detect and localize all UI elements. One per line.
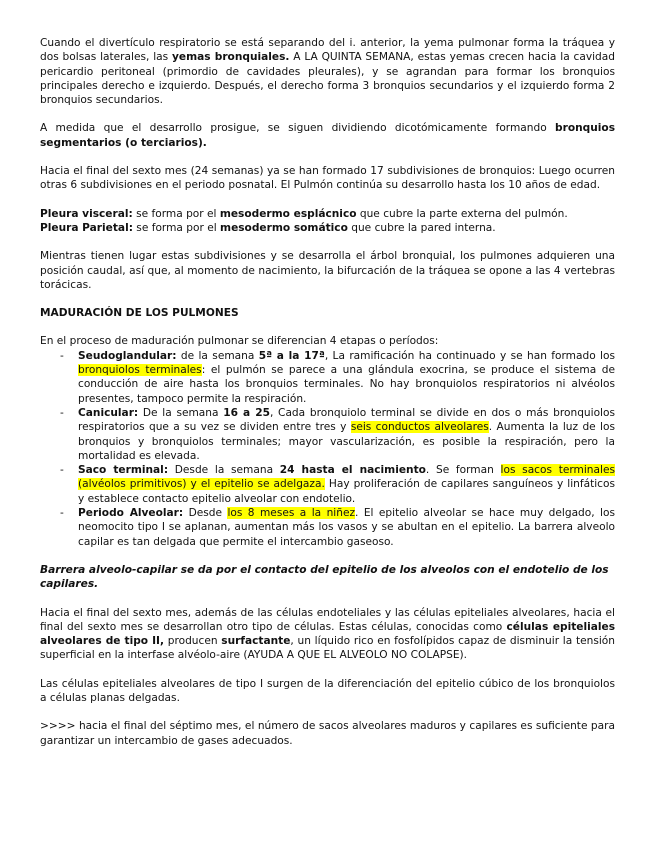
text: que cubre la pared interna. [347, 221, 496, 234]
highlighted-text: los sacos terminales (alvéolos primitivos) y el epitelio se adelgaza. [78, 464, 615, 491]
text: . Se forman [425, 464, 501, 477]
pleura-parietal-label: Pleura Parietal: [40, 221, 133, 234]
text: . El epitelio alveolar se hace muy delgado, los neomocito tipo I se aplanan, aumentan más los vasos y se abultan en el epitelio. La barrera alveolo capilar es tan delgada que permite el intercambio gaseoso. [78, 507, 616, 548]
text: Hacia el final del sexto mes, además de las células endoteliales y las células epiteliales alveolares, hacia el final del sexto mes se desarrollan otro tipo de células. Estas células, conocidas como [40, 606, 615, 633]
stage-alveolar [78, 506, 615, 549]
bold-text: células epiteliales alveolares de tipo II, [40, 620, 615, 648]
text: : el pulmón se parece a una glándula exocrina, se produce el sistema de conducción de aire hasta los bronquios terminales. No hay bronquiolos respiratorios ni alvéolos presentes, tampoco permite la respiración. [78, 364, 615, 405]
stage-terminal-sac [78, 463, 615, 506]
bold-text: mesodermo somático [220, 221, 348, 234]
text: producen [164, 635, 222, 648]
paragraph-seventh-month: >>>> hacia el final del séptimo mes, el número de sacos alveolares maduros y capilares es suficiente para garantizar un intercambio de gases adecuados. [40, 720, 615, 747]
stage-label: Seudoglandular: [78, 349, 177, 362]
barrier-statement: Barrera alveolo-capilar se da por el contacto del epitelio de los alveolos con el endotelio de los capilares. [40, 563, 609, 591]
text: Hay proliferación de capilares sanguíneos y linfáticos y establece contacto epitelio alveolar con endotelio. [78, 478, 616, 505]
text: se forma por el [132, 221, 221, 234]
highlighted-text: bronquiolos terminales [78, 364, 202, 377]
stage-label: Saco terminal: [78, 464, 169, 477]
pleura-visceral [40, 207, 615, 221]
paragraph-type-i-cells: Las células epiteliales alveolares de tipo I surgen de la diferenciación del epitelio cúbico de los bronquiolos a células planas delgadas. [40, 677, 615, 704]
stage-label: Canicular: [78, 406, 139, 419]
bold-text: 5ª a la 17ª [258, 349, 325, 362]
bold-text: yemas bronquiales. [172, 51, 290, 64]
text: , La ramificación ha continuado y se han formado los [324, 349, 616, 362]
paragraph-type-ii-cells [40, 606, 615, 663]
paragraph-caudal-position: Mientras tienen lugar estas subdivisiones y se desarrolla el árbol bronquial, los pulmones adquieren una posición caudal, así que, al momento de nacimiento, la bifurcación de la tráquea se opone a las 4 vertebras torácicas. [40, 250, 615, 291]
pleura-visceral-label: Pleura visceral: [40, 207, 133, 220]
section-heading: MADURACIÓN DE LOS PULMONES [40, 307, 239, 320]
stage-pseudoglandular [78, 349, 615, 406]
paragraph-bronchial-buds [40, 36, 615, 107]
text: que cubre la parte externa del pulmón. [356, 207, 568, 220]
text: De la semana [138, 406, 224, 419]
text: de la semana [176, 349, 259, 362]
text: Cuando el divertículo respiratorio se está separando del i. anterior, la yema pulmonar forma la tráquea y dos bolsas laterales, las [40, 37, 615, 64]
highlighted-text: seis conductos alveolares [350, 421, 489, 434]
bold-text: bronquios segmentarios (o terciarios). [40, 122, 615, 149]
text: Desde [183, 507, 228, 520]
pleura-parietal [40, 221, 615, 235]
text: A medida que el desarrollo prosigue, se siguen dividiendo dicotómicamente formando [40, 122, 556, 135]
text: Desde la semana [168, 464, 280, 477]
stages-intro: En el proceso de maduración pulmonar se diferencian 4 etapas o períodos: [40, 335, 439, 348]
text: se forma por el [132, 207, 220, 220]
text: , un líquido rico en fosfolípidos capaz de disminuir la tensión superficial en la interfase alvéolo-aire (AYUDA A QUE EL ALVEOLO NO COLAPSE). [40, 635, 615, 662]
bold-text: 16 a 25 [223, 406, 270, 419]
text: . Aumenta la luz de los bronquios y bronquiolos terminales; mayor vascularización, es posible la respiración, pero la mortalidad es elevada. [78, 421, 616, 462]
highlighted-text: los 8 meses a la niñez [227, 507, 356, 520]
stages-list [40, 349, 615, 549]
text: , Cada bronquiolo terminal se divide en dos o más bronquiolos respiratorios que a su vez se dividen entre tres y [78, 406, 615, 434]
text: A LA QUINTA SEMANA, estas yemas crecen hacia la cavidad pericardio peritoneal (primordio de cavidades pleurales), y se agrandan para formar los bronquios principales derecho e izquierdo. Después, el derecho forma 3 bronquios secundarios y el izquierdo forma 2 bronquios secundarios. [40, 51, 615, 107]
bold-text: surfactante [221, 635, 291, 648]
bold-text: mesodermo esplácnico [219, 207, 357, 220]
stage-canalicular [78, 406, 615, 463]
stage-label: Periodo Alveolar: [78, 507, 184, 520]
bold-text: 24 hasta el nacimiento [279, 464, 426, 477]
paragraph-subdivisions: Hacia el final del sexto mes (24 semanas) ya se han formado 17 subdivisiones de bronquios: Luego ocurren otras 6 subdivisiones en el periodo posnatal. El Pulmón continúa su desarrollo hasta los 10 años de edad. [40, 165, 615, 192]
paragraph-segmental-bronchi [40, 121, 615, 150]
